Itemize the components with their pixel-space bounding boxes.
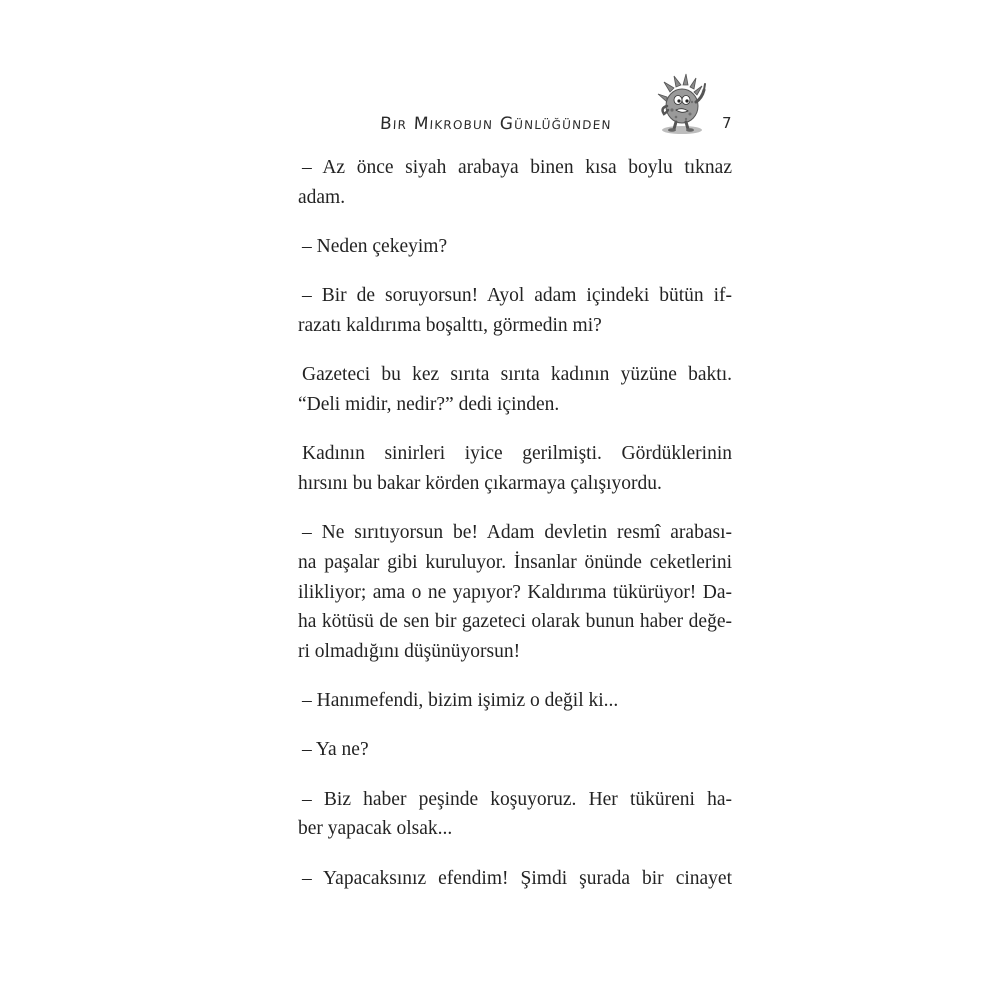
paragraph-narration-1 xyxy=(298,360,732,419)
text-line: – Bir de soruyorsun! Ayol adam içindeki bütün if- xyxy=(302,285,732,307)
paragraph-dialogue-6 xyxy=(298,735,732,765)
text-line: ha kötüsü de sen bir gazeteci olarak bunun haber değe- xyxy=(298,611,732,633)
text-line: – Yapacaksınız efendim! Şimdi şurada bir cinayet xyxy=(302,867,732,889)
text-line: – Neden çekeyim? xyxy=(302,235,448,257)
page-number: 7 xyxy=(722,114,732,132)
text-line: hırsını bu bakar körden çıkarmaya çalışıyordu. xyxy=(298,472,662,494)
paragraph-dialogue-8 xyxy=(298,864,732,894)
paragraph-dialogue-1 xyxy=(298,153,732,212)
text-line: – Biz haber peşinde koşuyoruz. Her tüküreni ha- xyxy=(302,788,732,810)
text-line: na paşalar gibi kuruluyor. İnsanlar önünde ceketlerini xyxy=(298,551,732,573)
body-text xyxy=(298,153,732,913)
paragraph-dialogue-2 xyxy=(298,232,732,262)
text-line: ilikliyor; ama o ne yapıyor? Kaldırıma tükürüyor! Da- xyxy=(298,581,732,603)
paragraph-narration-2 xyxy=(298,439,732,498)
text-line: adam. xyxy=(298,186,346,208)
text-line: – Az önce siyah arabaya binen kısa boylu tıknaz xyxy=(302,157,732,178)
paragraph-dialogue-3 xyxy=(298,281,732,340)
text-line: ber yapacak olsak... xyxy=(298,818,453,840)
text-line: – Ya ne? xyxy=(302,739,369,761)
text-line: – Ne sırıtıyorsun be! Adam devletin resmî arabası- xyxy=(302,522,732,544)
running-header-title: Bir Mikrobun Günlüğünden xyxy=(379,114,613,134)
paragraph-dialogue-4 xyxy=(298,518,732,666)
text-line: “Deli midir, nedir?” dedi içinden. xyxy=(298,393,560,415)
text-line: – Hanımefendi, bizim işimiz o değil ki... xyxy=(302,690,619,712)
paragraph-dialogue-7 xyxy=(298,785,732,844)
paragraph-dialogue-5 xyxy=(298,686,732,716)
text-line: Kadının sinirleri iyice gerilmişti. Gördüklerinin xyxy=(302,443,732,465)
germ-mascot-icon xyxy=(652,72,716,136)
text-line: Gazeteci bu kez sırıta sırıta kadının yüzüne baktı. xyxy=(302,364,732,386)
text-line: ri olmadığını düşünüyorsun! xyxy=(298,640,521,662)
text-line: razatı kaldırıma boşalttı, görmedin mi? xyxy=(298,314,602,336)
